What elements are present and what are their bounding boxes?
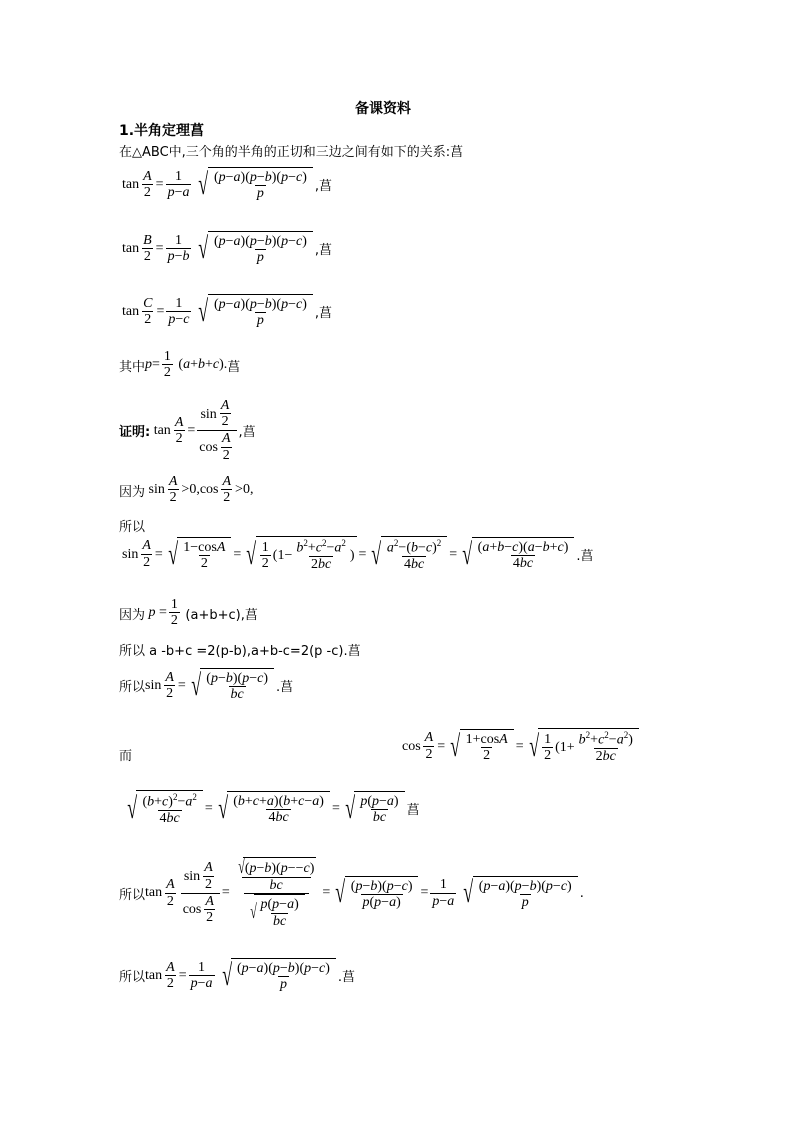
where-line: 其中 p = $\frac{1}{2}$ (a+b+c). 菖	[119, 349, 241, 381]
formula-tan-b: tan $\frac{B}{2}$ = $\frac{1}{p-b}$ √ $\frac{(p-a)(p-b)(p-c)}{p}$ ,菖	[122, 231, 333, 266]
formula-sin-a: sin $\frac{A}{2}$ = √ $\frac{1-\cos A}{2}$ = √ $\frac{1}{2}$ (1− $\frac{b^2+c^2-a^2}{2bc}$ ) = √ $\frac{a^2-(b-c)^2}{4bc}$ = √ $\frac{(a+b-c)(a-b+c)}{4bc}$ .菖	[122, 537, 594, 573]
and-label: 而	[119, 749, 133, 764]
proof-line: 证明: tan $\frac{A}{2}$ = sin $\frac{A}{2}$ cos $\frac{A}{2}$ ,菖	[119, 398, 256, 463]
because-p-line: 因为 p = $\frac{1}{2}$ (a+b+c),菖	[119, 597, 258, 629]
formula-tan-derivation: 所以 tan $\frac{A}{2}$ sin $\frac{A}{2}$ cos $\frac{A}{2}$ = √ ( p − b )( p −− c ) bc √ $\frac{p(p-a)}{bc}$ = √ $\frac{(p-b)(p-c)}{p(p-a)}$ = $\frac{1}{p-a}$ √ $\frac{(p-a)(p-b)(p-c)}{p}$ .	[119, 856, 584, 929]
so-identity-line: 所以 a -b+c =2(p-b),a+b-c=2(p -c).菖	[119, 644, 361, 659]
formula-cos-continued: √ $\frac{(b+c)^2-a^2}{4bc}$ = √ $\frac{(b+c+a)(b+c-a)}{4bc}$ = √ $\frac{p(p-a)}{bc}$ 菖	[127, 791, 420, 827]
document-title: 备课资料	[355, 101, 411, 117]
section-heading: 1.半角定理菖	[119, 123, 205, 139]
so-label: 所以	[119, 520, 146, 535]
formula-sin-result: 所以 sin $\frac{A}{2}$ = √ $\frac{(p-b)(p-c)}{bc}$ .菖	[119, 668, 294, 703]
formula-tan-c: tan $\frac{C}{2}$ = $\frac{1}{p-c}$ √ $\frac{(p-a)(p-b)(p-c)}{p}$ ,菖	[122, 294, 333, 329]
formula-cos-a: cos $\frac{A}{2}$ = √ $\frac{1+\cos A}{2}$ = √ $\frac{1}{2}$ (1+ $\frac{b^2+c^2-a^2)}{2bc}$	[402, 728, 641, 765]
formula-tan-a: tan $\frac{A}{2}$ = $\frac{1}{p-a}$ √ $\frac{(p-a)(p-b)(p-c)}{p}$ ,菖	[122, 167, 333, 202]
intro-paragraph: 在△ABC中,三个角的半角的正切和三边之间有如下的关系:菖	[119, 145, 464, 160]
because-line: 因为 sin $\frac{A}{2}$ >0,cos $\frac{A}{2}$ >0,	[119, 474, 254, 506]
formula-tan-final: 所以 tan $\frac{A}{2}$ = $\frac{1}{p-a}$ √ $\frac{(p-a)(p-b)(p-c)}{p}$ .菖	[119, 958, 356, 993]
